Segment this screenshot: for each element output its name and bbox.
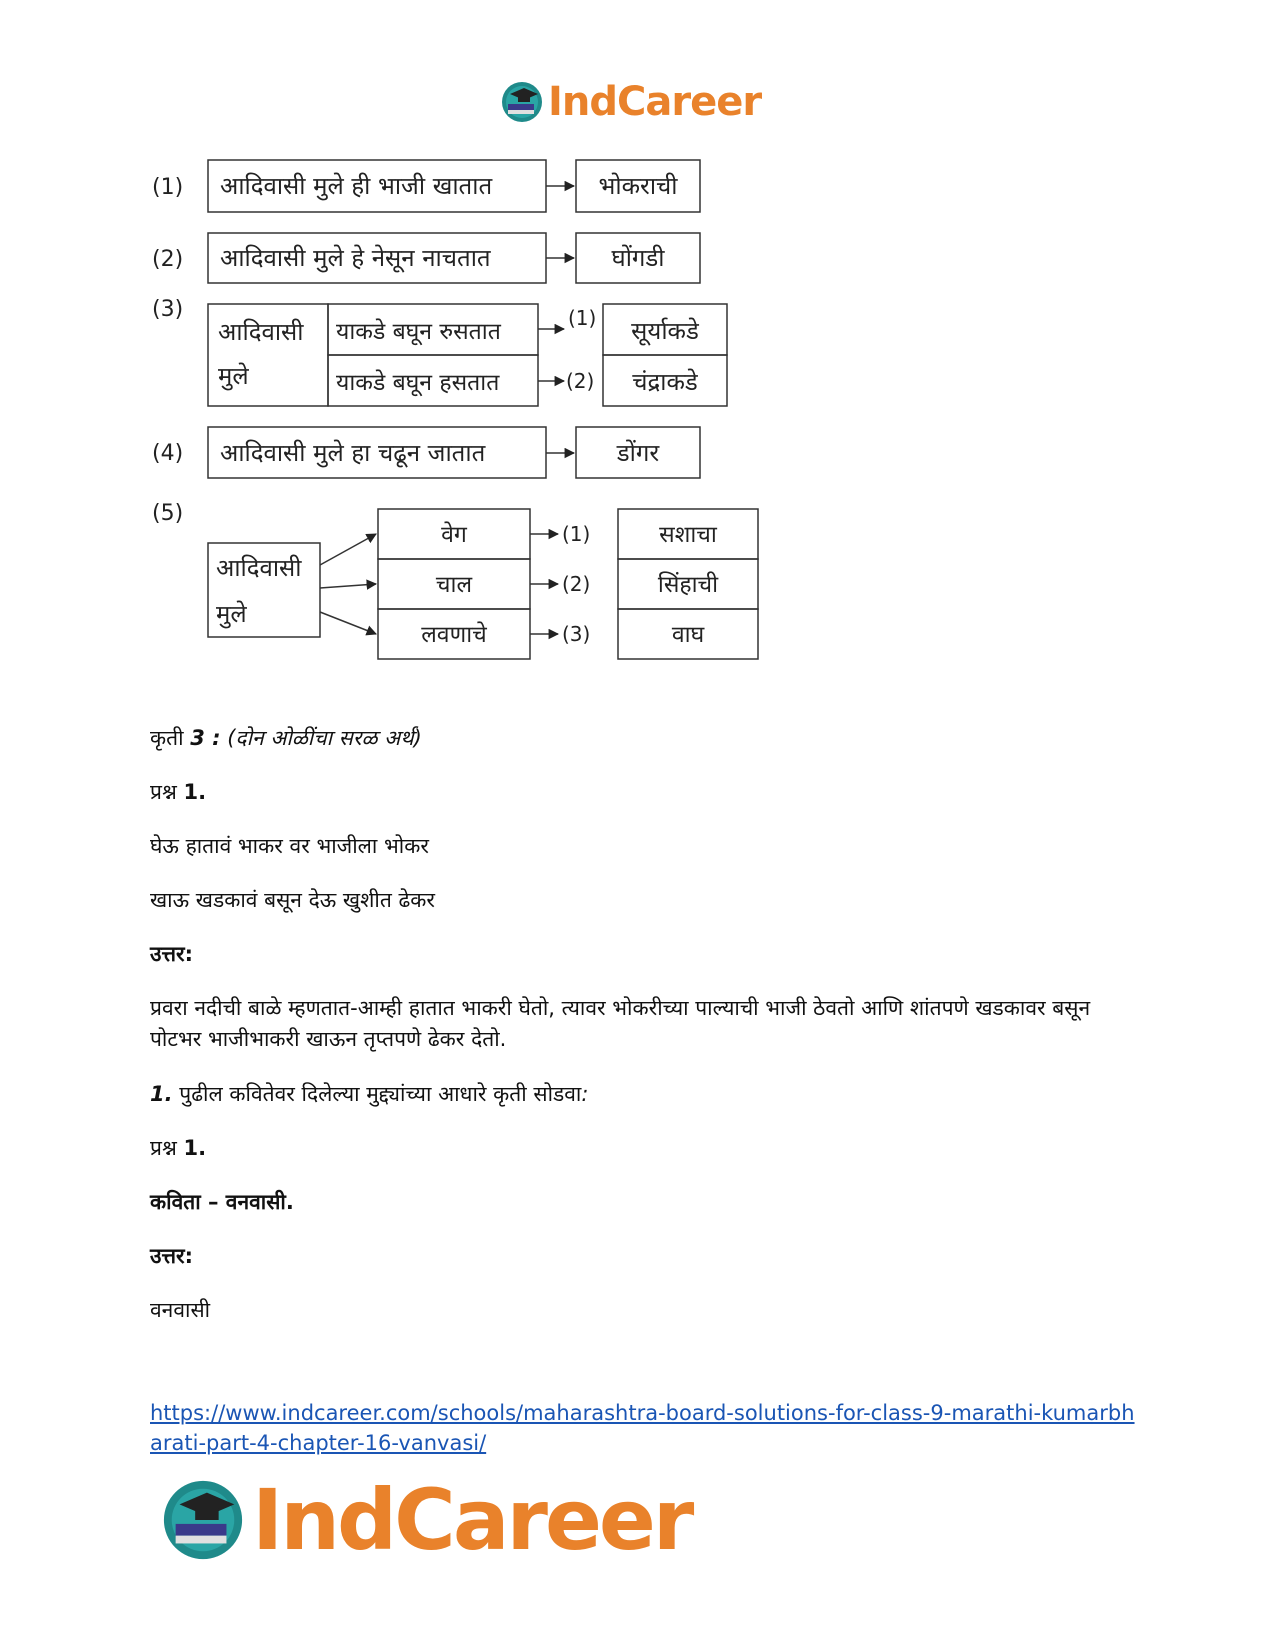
item5-row1-answer: सशाचा xyxy=(659,522,717,548)
poem-line-1: घेऊ हातावं भाकर वर भाजीला भोकर xyxy=(150,834,429,858)
answer2-label-text: उत्तर: xyxy=(150,1244,194,1268)
item5-row3-answer: वाघ xyxy=(671,622,705,648)
question1-label xyxy=(150,777,1140,808)
item5-row1-marker: (1) xyxy=(562,522,591,546)
kruti-heading xyxy=(150,723,1140,754)
item4-answer: डोंगर xyxy=(616,439,660,467)
item2-answer: घोंगडी xyxy=(611,244,665,272)
source-link[interactable]: https://www.indcareer.com/schools/maharashtra-board-solutions-for-class-9-marathi-kumarbharati-part-4-chapter-16-vanvasi/ xyxy=(150,1401,1135,1455)
item4-question: आदिवासी मुले हा चढून जातात xyxy=(220,439,486,467)
task-colon: : xyxy=(581,1082,589,1106)
item3-row1-question: याकडे बघून रुसतात xyxy=(336,319,501,345)
item3-row1-marker: (1) xyxy=(568,306,597,330)
header-logo xyxy=(500,76,761,128)
question1-label-text: प्रश्न xyxy=(150,780,177,804)
item1-question: आदिवासी मुले ही भाजी खातात xyxy=(220,172,493,200)
answer2-label xyxy=(150,1241,1140,1272)
graduation-book-icon xyxy=(160,1477,246,1563)
item5-subject-line1: आदिवासी xyxy=(216,554,302,582)
item4-number: (4) xyxy=(152,441,184,466)
item5-row2-answer: सिंहाची xyxy=(657,572,719,598)
item5-row2-question: चाल xyxy=(435,572,473,598)
item5-number: (5) xyxy=(152,501,184,526)
answer-label xyxy=(150,939,1140,970)
question1-number: 1. xyxy=(183,780,207,804)
kruti-number: 3 : xyxy=(190,726,221,750)
poem-title-text: कविता – वनवासी. xyxy=(150,1190,294,1214)
item5-row3-question: लवणाचे xyxy=(421,622,487,648)
item3-row2-question: याकडे बघून हसतात xyxy=(336,370,500,396)
item1-number: (1) xyxy=(152,175,184,200)
diagram-svg xyxy=(140,150,780,670)
header-logo-text: IndCareer xyxy=(548,79,762,125)
answer-paragraph: प्रवरा नदीची बाळे म्हणतात-आम्ही हातात भाकरी घेतो, त्यावर भोकरीच्या पाल्याची भाजी ठेवतो आणि शांतपणे खडकावर बसून पोटभर भाजीभाकरी खाऊन तृप्तपणे ढेकर देतो. xyxy=(150,996,1091,1051)
item3-row2-marker: (2) xyxy=(566,369,595,393)
item2-question: आदिवासी मुले हे नेसून नाचतात xyxy=(220,244,491,272)
question2-number: 1. xyxy=(183,1136,207,1160)
item3-row1-answer: सूर्याकडे xyxy=(631,317,699,345)
task-number: 1. xyxy=(150,1082,173,1106)
item3-number: (3) xyxy=(152,297,184,322)
task-instruction xyxy=(150,1079,1140,1110)
kruti-prefix: कृती xyxy=(150,726,184,750)
question2-label-text: प्रश्न xyxy=(150,1136,177,1160)
footer-logo-text: IndCareer xyxy=(252,1471,692,1569)
answer2-text: वनवासी xyxy=(150,1298,211,1322)
item2-number: (2) xyxy=(152,247,184,272)
task-text: पुढील कवितेवर दिलेल्या मुद्द्यांच्या आधारे कृती सोडवा xyxy=(172,1082,582,1106)
question2-label xyxy=(150,1133,1140,1164)
footer-logo xyxy=(160,1470,691,1570)
item5-row2-marker: (2) xyxy=(562,572,591,596)
item5-row1-question: वेग xyxy=(441,522,467,548)
item3-row2-answer: चंद्राकडे xyxy=(632,368,698,396)
concept-diagram xyxy=(140,150,780,670)
item3-subject-line2: मुले xyxy=(218,362,249,390)
item5-row3-marker: (3) xyxy=(562,622,591,646)
kruti-description: (दोन ओळींचा सरळ अर्थ) xyxy=(220,726,422,750)
answer-label-text: उत्तर: xyxy=(150,942,194,966)
poem-title xyxy=(150,1187,1140,1218)
item5-subject-line2: मुले xyxy=(216,600,247,628)
poem-line-2: खाऊ खडकावं बसून देऊ खुशीत ढेकर xyxy=(150,888,436,912)
item3-subject-line1: आदिवासी xyxy=(218,318,304,346)
item1-answer: भोकराची xyxy=(598,172,678,200)
graduation-book-icon xyxy=(500,80,544,124)
